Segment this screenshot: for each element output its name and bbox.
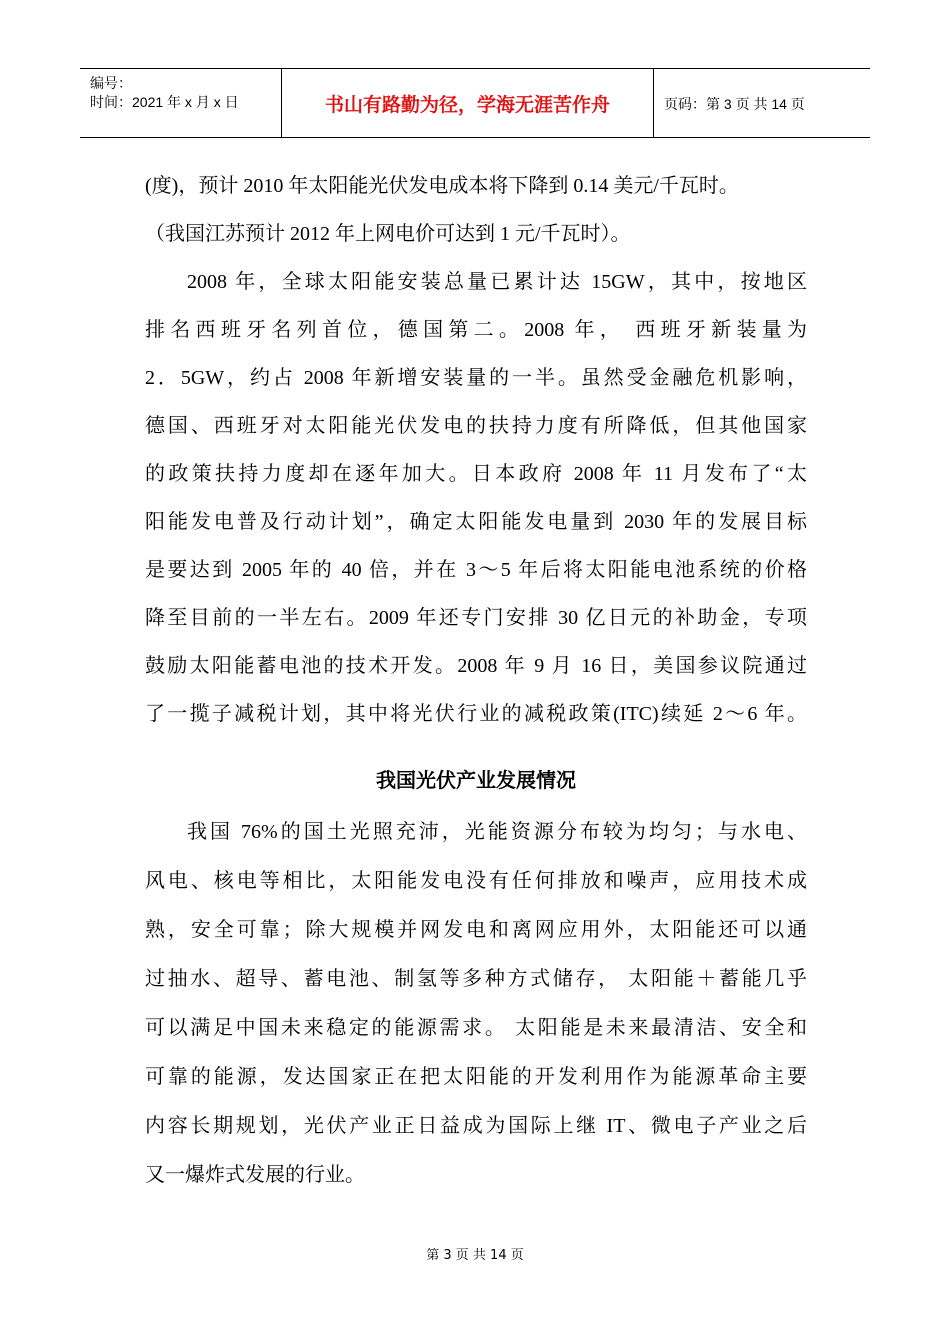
- body-line: 的政策扶持力度却在逐年加大。日本政府 2008 年 11 月发布了“太: [145, 463, 807, 485]
- motto-text: 书山有路勤为径，学海无涯苦作舟: [324, 94, 610, 116]
- body-line: 可以满足中国未来稳定的能源需求。 太阳能是未来最清洁、安全和: [145, 1017, 807, 1039]
- header-page-cell: [654, 69, 870, 137]
- body-line: 德国、西班牙对太阳能光伏发电的扶持力度有所降低，但其他国家: [145, 415, 807, 437]
- document-date-label: 时间：2021 年 x 月 x 日: [90, 94, 239, 110]
- body-line: 我国 76%的国土光照充沛，光能资源分布较为均匀；与水电、: [187, 821, 807, 843]
- body-line: 降至目前的一半左右。2009 年还专门安排 30 亿日元的补助金，专项: [145, 607, 807, 629]
- header-page-number: 页码：第 3 页 共 14 页: [664, 96, 805, 112]
- body-line: 了一揽子减税计划，其中将光伏行业的减税政策(ITC)续延 2～6 年。: [145, 703, 807, 725]
- body-line: 内容长期规划，光伏产业正日益成为国际上继 IT、微电子产业之后: [145, 1115, 807, 1137]
- body-line: (度)，预计 2010 年太阳能光伏发电成本将下降到 0.14 美元/千瓦时。: [145, 175, 739, 197]
- body-line: 是要达到 2005 年的 40 倍，并在 3～5 年后将太阳能电池系统的价格: [145, 559, 807, 581]
- header-motto-cell: [282, 69, 654, 137]
- body-line: 2008 年，全球太阳能安装总量已累计达 15GW，其中，按地区: [187, 271, 807, 293]
- body-line: 风电、核电等相比，太阳能发电没有任何排放和噪声，应用技术成: [145, 870, 807, 892]
- header-info-cell: [80, 69, 282, 137]
- body-line: 过抽水、超导、蓄电池、制氢等多种方式储存， 太阳能＋蓄能几乎: [145, 968, 807, 990]
- document-number-label: 编号：: [90, 75, 132, 91]
- body-line: 鼓励太阳能蓄电池的技术开发。2008 年 9 月 16 日，美国参议院通过: [145, 655, 807, 677]
- section-heading: 我国光伏产业发展情况: [376, 768, 576, 792]
- body-line: 2．5GW，约占 2008 年新增安装量的一半。虽然受金融危机影响，: [145, 367, 807, 389]
- body-line: 阳能发电普及行动计划”，确定太阳能发电量到 2030 年的发展目标: [145, 511, 807, 533]
- body-line: 可靠的能源，发达国家正在把太阳能的开发利用作为能源革命主要: [145, 1066, 807, 1088]
- body-line: 排名西班牙名列首位，德国第二。2008 年， 西班牙新装量为: [145, 319, 807, 341]
- body-line: 又一爆炸式发展的行业。: [145, 1164, 365, 1186]
- page-header: [80, 68, 870, 138]
- page-footer: 第 3 页 共 14 页: [426, 1248, 524, 1263]
- body-line: （我国江苏预计 2012 年上网电价可达到 1 元/千瓦时）。: [145, 223, 631, 245]
- body-line: 熟，安全可靠；除大规模并网发电和离网应用外，太阳能还可以通: [145, 919, 807, 941]
